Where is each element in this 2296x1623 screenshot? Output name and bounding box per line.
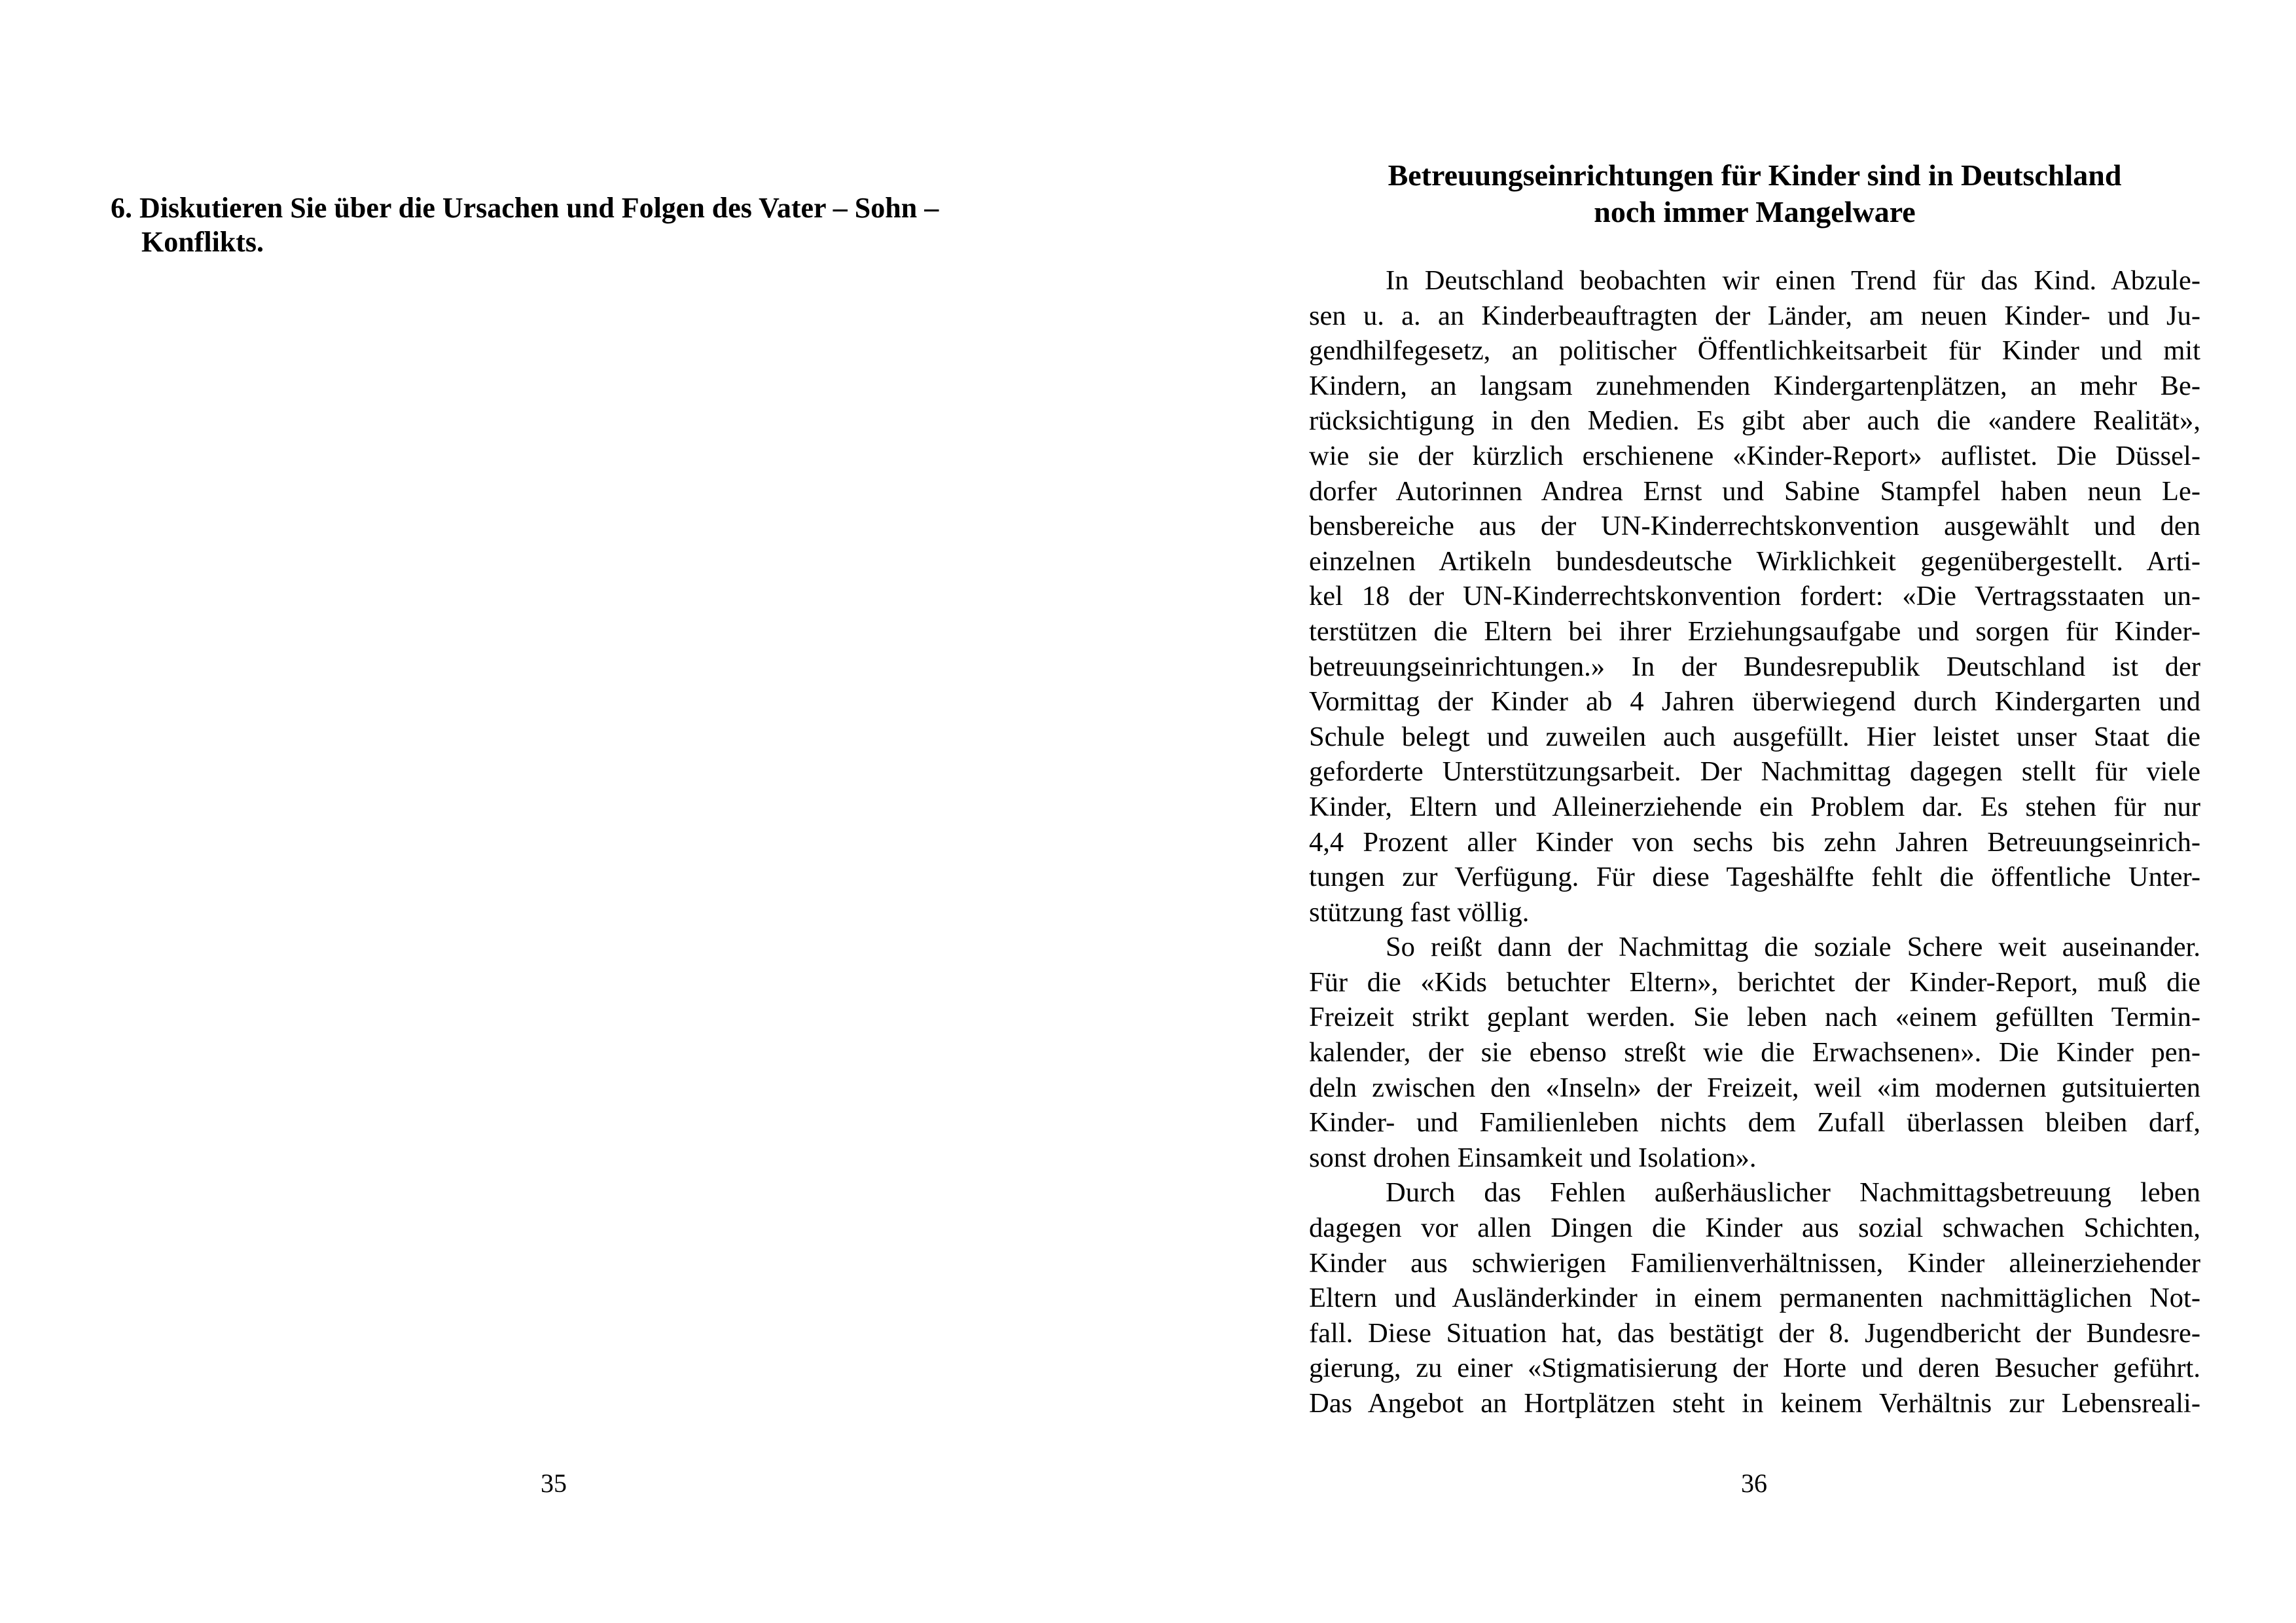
page-number: 36 bbox=[1741, 1468, 1767, 1498]
page-number: 35 bbox=[541, 1468, 567, 1498]
discussion-question bbox=[111, 191, 939, 259]
text-line: einzelnen Artikeln bundesdeutsche Wirklichkeit gegenübergestellt. Arti- bbox=[1309, 545, 2200, 577]
text-line: Für die «Kids betuchter Eltern», berichtet der Kinder-Report, muß die bbox=[1309, 966, 2200, 998]
article-title bbox=[1309, 157, 2200, 230]
text-line: sen u. a. an Kinderbeauftragten der Länder, am neuen Kinder- und Ju- bbox=[1309, 300, 2200, 331]
text-line: gierung, zu einer «Stigmatisierung der Horte und deren Besucher geführt. bbox=[1309, 1353, 2200, 1384]
text-line: betreuungseinrichtungen.» In der Bundesrepublik Deutschland ist der bbox=[1309, 651, 2200, 682]
paragraph bbox=[1309, 930, 2200, 1175]
text-line: bensbereiche aus der UN-Kinderrechtskonvention ausgewählt und den bbox=[1309, 511, 2200, 542]
right-page bbox=[1148, 0, 2296, 1623]
text-line: kalender, der sie ebenso streßt wie die Erwachsenen». Die Kinder pen- bbox=[1309, 1037, 2200, 1068]
text-line: So reißt dann der Nachmittag die soziale Schere weit auseinander. bbox=[1386, 932, 2200, 963]
text-line: sonst drohen Einsamkeit und Isolation». bbox=[1309, 1142, 1757, 1173]
text-line: Schule belegt und zuweilen auch ausgefüllt. Hier leistet unser Staat die bbox=[1309, 721, 2200, 752]
text-line: Freizeit strikt geplant werden. Sie leben nach «einem gefüllten Termin- bbox=[1309, 1002, 2200, 1033]
text-line: rücksichtigung in den Medien. Es gibt aber auch die «andere Realität», bbox=[1309, 405, 2200, 437]
text-line: Durch das Fehlen außerhäuslicher Nachmittagsbetreuung leben bbox=[1386, 1177, 2200, 1209]
text-line: 4,4 Prozent aller Kinder von sechs bis zehn Jahren Betreuungseinrich- bbox=[1309, 826, 2200, 858]
text-line: dorfer Autorinnen Andrea Ernst und Sabine Stampfel haben neun Le- bbox=[1309, 475, 2200, 507]
article-body bbox=[1309, 263, 2200, 1421]
title-line: noch immer Mangelware bbox=[1594, 195, 1916, 228]
text-line: Kindern, an langsam zunehmenden Kindergartenplätzen, an mehr Be- bbox=[1309, 370, 2200, 401]
text-line: Das Angebot an Hortplätzen steht in keinem Verhältnis zur Lebensreali- bbox=[1309, 1388, 2200, 1419]
paragraph bbox=[1309, 263, 2200, 930]
text-line: In Deutschland beobachten wir einen Trend für das Kind. Abzule- bbox=[1386, 265, 2200, 296]
text-line: kel 18 der UN-Kinderrechtskonvention fordert: «Die Vertragsstaaten un- bbox=[1309, 581, 2200, 612]
text-line: geforderte Unterstützungsarbeit. Der Nachmittag dagegen stellt für viele bbox=[1309, 756, 2200, 788]
question-line: Konflikts. bbox=[141, 226, 264, 258]
text-line: Kinder- und Familienleben nichts dem Zufall überlassen bleiben darf, bbox=[1309, 1107, 2200, 1139]
text-line: Kinder, Eltern und Alleinerziehende ein Problem dar. Es stehen für nur bbox=[1309, 791, 2200, 822]
text-line: gendhilfegesetz, an politischer Öffentlichkeitsarbeit für Kinder und mit bbox=[1309, 335, 2200, 367]
text-line: Kinder aus schwierigen Familienverhältnissen, Kinder alleinerziehender bbox=[1309, 1247, 2200, 1279]
text-line: tungen zur Verfügung. Für diese Tageshälfte fehlt die öffentliche Unter- bbox=[1309, 862, 2200, 893]
text-line: deln zwischen den «Inseln» der Freizeit, weil «im modernen gutsituierten bbox=[1309, 1072, 2200, 1103]
text-line: terstützen die Eltern bei ihrer Erziehungsaufgabe und sorgen für Kinder- bbox=[1309, 615, 2200, 647]
text-line: Eltern und Ausländerkinder in einem permanenten nachmittäglichen Not- bbox=[1309, 1283, 2200, 1314]
text-line: fall. Diese Situation hat, das bestätigt der 8. Jugendbericht der Bundesre- bbox=[1309, 1317, 2200, 1349]
title-line: Betreuungseinrichtungen für Kinder sind in Deutschland bbox=[1388, 158, 2122, 192]
text-line: Vormittag der Kinder ab 4 Jahren überwiegend durch Kindergarten und bbox=[1309, 686, 2200, 718]
paragraph bbox=[1309, 1175, 2200, 1421]
text-line: wie sie der kürzlich erschienene «Kinder-Report» auflistet. Die Düssel- bbox=[1309, 440, 2200, 471]
text-line: stützung fast völlig. bbox=[1309, 896, 1530, 928]
question-line: 6. Diskutieren Sie über die Ursachen und Folgen des Vater – Sohn – bbox=[111, 192, 939, 224]
text-line: dagegen vor allen Dingen die Kinder aus sozial schwachen Schichten, bbox=[1309, 1213, 2200, 1244]
